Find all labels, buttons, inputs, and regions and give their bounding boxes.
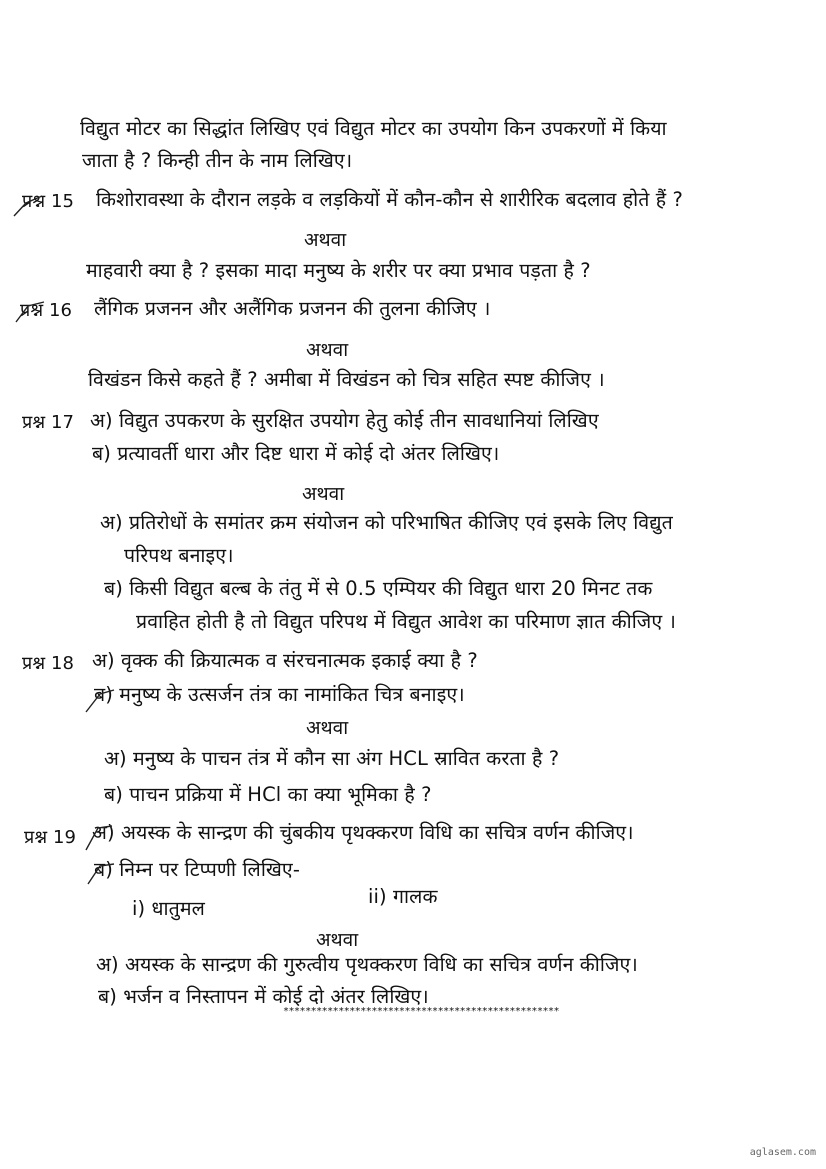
tick-mark-q19b [88,864,114,884]
question-19-alt-part-a: अ) अयस्क के सान्द्रण की गुरुत्वीय पृथक्करण विधि का सचित्र वर्णन कीजिए। [96,953,638,976]
question-17-alt-part-a-line-2: परिपथ बनाइए। [124,544,234,567]
question-15-alternative: माहवारी क्या है ? इसका मादा मनुष्य के शरीर पर क्या प्रभाव पड़ता है ? [86,259,591,282]
question-19-alt-part-b: ब) भर्जन व निस्तापन में कोई दो अंतर लिखिए। [98,985,429,1008]
question-16-number: प्रश्न 16 [20,300,73,321]
or-separator-2: अथवा [306,339,349,361]
question-17-part-b: ब) प्रत्यावर्ती धारा और दिष्ट धारा में कोई दो अंतर लिखिए। [92,442,500,465]
question-19-part-b-item-ii: ii) गालक [368,885,438,908]
question-17-part-a: अ) विद्युत उपकरण के सुरक्षित उपयोग हेतु कोई तीन सावधानियां लिखिए [90,409,599,432]
question-16-alternative: विखंडन किसे कहते हैं ? अमीबा में विखंडन को चित्र सहित स्पष्ट कीजिए । [88,368,605,391]
question-15-number: प्रश्न 15 [22,191,75,212]
question-17-number: प्रश्न 17 [22,412,75,433]
or-separator-4: अथवा [306,717,349,739]
tick-mark-q15 [14,196,42,216]
end-of-paper-marker: ************************************************** [283,1006,560,1017]
question-17-alt-part-b-line-1: ब) किसी विद्युत बल्ब के तंतु में से 0.5 एम्पियर की विद्युत धारा 20 मिनट तक [104,577,653,600]
question-18-number: प्रश्न 18 [22,653,75,674]
question-19-part-b-item-i: i) धातुमल [132,897,205,920]
question-17-alt-part-b-line-2: प्रवाहित होती है तो विद्युत परिपथ में विद्युत आवेश का परिमाण ज्ञात कीजिए । [136,610,677,633]
or-separator-1: अथवा [304,229,347,251]
question-19-number: प्रश्न 19 [24,827,77,848]
question-16-text: लैंगिक प्रजनन और अलैंगिक प्रजनन की तुलना कीजिए । [94,297,491,320]
tick-mark-q19a [86,826,112,850]
q14-continuation-line-2: जाता है ? किन्ही तीन के नाम लिखिए। [82,149,353,172]
question-18-part-a: अ) वृक्क की क्रियात्मक व संरचनात्मक इकाई क्या है ? [92,649,478,672]
question-17-alt-part-a-line-1: अ) प्रतिरोधों के समांतर क्रम संयोजन को परिभाषित कीजिए एवं इसके लिए विद्युत [100,511,673,534]
or-separator-3: अथवा [302,483,345,505]
question-18-alt-part-b: ब) पाचन प्रक्रिया में HCl का क्या भूमिका है ? [104,783,432,806]
question-18-part-b: ब) मनुष्य के उत्सर्जन तंत्र का नामांकित चित्र बनाइए। [94,683,465,706]
watermark-footer: aglasem.com [749,1147,816,1158]
tick-mark-q16 [16,302,44,322]
tick-mark-q18b [86,690,114,712]
question-19-part-a: अ) अयस्क के सान्द्रण की चुंबकीय पृथक्करण विधि का सचित्र वर्णन कीजिए। [92,821,634,844]
question-15-text: किशोरावस्था के दौरान लड़के व लड़कियों में कौन-कौन से शारीरिक बदलाव होते हैं ? [96,188,683,211]
question-18-alt-part-a: अ) मनुष्य के पाचन तंत्र में कौन सा अंग HCL स्रावित करता है ? [104,747,560,770]
or-separator-5: अथवा [316,929,359,951]
question-19-part-b: ब) निम्न पर टिप्पणी लिखिए- [94,858,300,881]
q14-continuation-line-1: विद्युत मोटर का सिद्धांत लिखिए एवं विद्युत मोटर का उपयोग किन उपकरणों में किया [80,117,667,140]
